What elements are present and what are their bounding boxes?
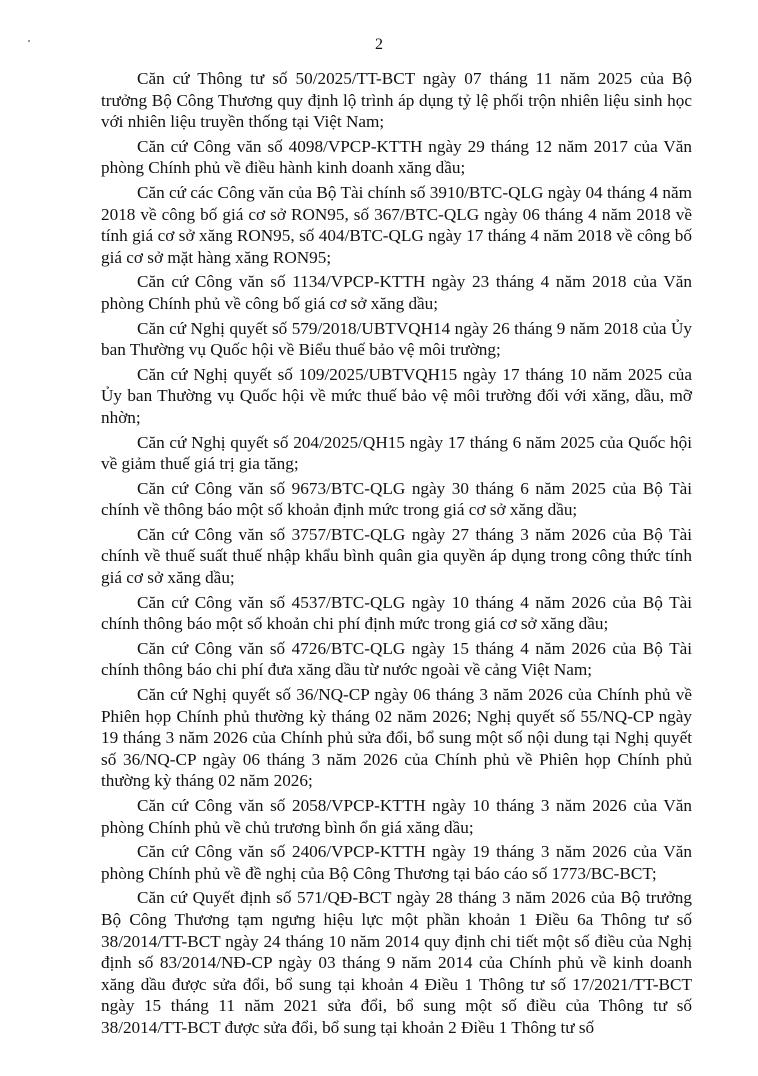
paragraph-nghi-quyet-579: Căn cứ Nghị quyết số 579/2018/UBTVQH14 ngày 26 tháng 9 năm 2018 của Ủy ban Thường vụ Quốc hội về Biểu thuế bảo vệ môi trường; [101,318,692,360]
paragraph-cong-van-4098: Căn cứ Công văn số 4098/VPCP-KTTH ngày 29 tháng 12 năm 2017 của Văn phòng Chính phủ về điều hành kinh doanh xăng dầu; [101,136,692,178]
paragraph-cong-van-9673: Căn cứ Công văn số 9673/BTC-QLG ngày 30 tháng 6 năm 2025 của Bộ Tài chính về thông báo một số khoản định mức trong giá cơ sở xăng dầu; [101,478,692,520]
paragraph-cong-van-4726: Căn cứ Công văn số 4726/BTC-QLG ngày 15 tháng 4 năm 2026 của Bộ Tài chính thông báo chi phí đưa xăng dầu từ nước ngoài về cảng Việt Nam; [101,638,692,680]
paragraph-cong-van-btc-2018: Căn cứ các Công văn của Bộ Tài chính số 3910/BTC-QLG ngày 04 tháng 4 năm 2018 về công bố giá cơ sở RON95, số 367/BTC-QLG ngày 06 tháng 4 năm 2018 về tính giá cơ sở xăng RON95, số 404/BTC-QLG ngày 17 tháng 4 năm 2018 về công bố giá cơ sở mặt hàng xăng RON95; [101,182,692,267]
page-number: 2 [375,36,383,53]
paragraph-cong-van-3757: Căn cứ Công văn số 3757/BTC-QLG ngày 27 tháng 3 năm 2026 của Bộ Tài chính về thuế suất thuế nhập khẩu bình quân gia quyền áp dụng trong công thức tính giá cơ sở xăng dầu; [101,524,692,588]
paragraph-nghi-quyet-36-55: Căn cứ Nghị quyết số 36/NQ-CP ngày 06 tháng 3 năm 2026 của Chính phủ về Phiên họp Chính phủ thường kỳ tháng 02 năm 2026; Nghị quyết số 55/NQ-CP ngày 19 tháng 3 năm 2026 của Chính phủ sửa đổi, bổ sung một số nội dung tại Nghị quyết số 36/NQ-CP ngày 06 tháng 3 năm 2026 của Chính phủ về Phiên họp Chính phủ thường kỳ tháng 02 năm 2026; [101,685,692,791]
paragraph-cong-van-2406: Căn cứ Công văn số 2406/VPCP-KTTH ngày 19 tháng 3 năm 2026 của Văn phòng Chính phủ về đề nghị của Bộ Công Thương tại báo cáo số 1773/BC-BCT; [101,842,692,883]
paragraph-thong-tu-50: Căn cứ Thông tư số 50/2025/TT-BCT ngày 07 tháng 11 năm 2025 của Bộ trưởng Bộ Công Thương quy định lộ trình áp dụng tỷ lệ phối trộn nhiên liệu sinh học với nhiên liệu truyền thống tại Việt Nam; [101,69,692,132]
paragraph-nghi-quyet-109: Căn cứ Nghị quyết số 109/2025/UBTVQH15 ngày 17 tháng 10 năm 2025 của Ủy ban Thường vụ Quốc hội về mức thuế bảo vệ môi trường đối với xăng, dầu, mỡ nhờn; [101,364,692,427]
paragraph-cong-van-1134: Căn cứ Công văn số 1134/VPCP-KTTH ngày 23 tháng 4 năm 2018 của Văn phòng Chính phủ về công bố giá cơ sở xăng dầu; [101,272,692,313]
paragraph-cong-van-2058: Căn cứ Công văn số 2058/VPCP-KTTH ngày 10 tháng 3 năm 2026 của Văn phòng Chính phủ về chủ trương bình ổn giá xăng dầu; [101,796,692,837]
paragraph-quyet-dinh-571: Căn cứ Quyết định số 571/QĐ-BCT ngày 28 tháng 3 năm 2026 của Bộ trưởng Bộ Công Thương tạm ngưng hiệu lực một phần khoản 1 Điều 6a Thông tư số 38/2014/TT-BCT ngày 24 tháng 10 năm 2014 quy định chi tiết một số điều của Nghị định số 83/2014/NĐ-CP ngày 03 tháng 9 năm 2014 của Chính phủ về kinh doanh xăng dầu được sửa đổi, bổ sung tại khoản 4 Điều 1 Thông tư số 17/2021/TT-BCT ngày 15 tháng 11 năm 2021 sửa đổi, bổ sung một số điều của Thông tư số 38/2014/TT-BCT được sửa đổi, bổ sung tại khoản 2 Điều 1 Thông tư số [101,888,692,1037]
document-body [101,68,692,1042]
paragraph-cong-van-4537: Căn cứ Công văn số 4537/BTC-QLG ngày 10 tháng 4 năm 2026 của Bộ Tài chính thông báo một số khoản chi phí định mức trong giá cơ sở xăng dầu; [101,592,692,634]
paragraph-nghi-quyet-204: Căn cứ Nghị quyết số 204/2025/QH15 ngày 17 tháng 6 năm 2025 của Quốc hội về giảm thuế giá trị gia tăng; [101,432,692,474]
